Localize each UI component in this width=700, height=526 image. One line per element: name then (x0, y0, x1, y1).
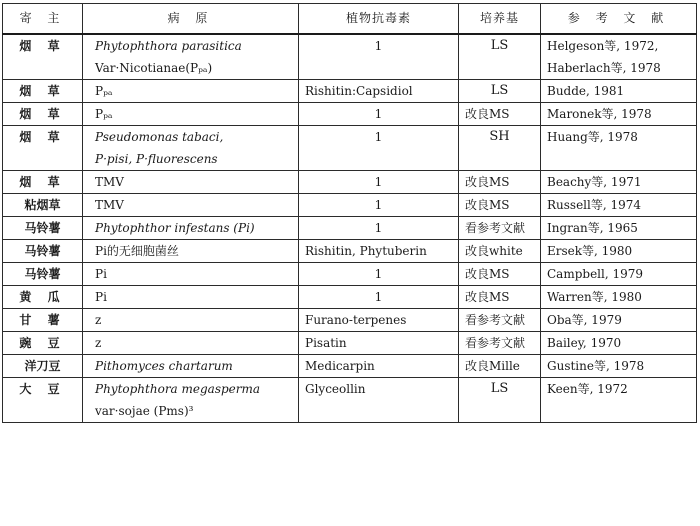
pathogen-cell (83, 332, 299, 355)
pathogen-line: Phytophthora megasperma (95, 382, 261, 396)
phytoalexin-cell: 1 (299, 263, 459, 286)
reference-cell (541, 171, 697, 194)
reference-cell (541, 378, 697, 423)
reference-line: Gustine等, 1978 (547, 359, 645, 373)
pathogen-cell (83, 194, 299, 217)
host-cell: 烟 草 (3, 126, 83, 171)
header-medium: 培养基 (459, 4, 541, 35)
pathogen-line: Phytophthor infestans (Pi) (95, 221, 255, 235)
host-cell: 黄 瓜 (3, 286, 83, 309)
pathogen-line: Pithomyces chartarum (95, 359, 233, 373)
reference-cell (541, 34, 697, 80)
host-cell: 烟 草 (3, 103, 83, 126)
table-row (3, 103, 697, 126)
reference-line: Campbell, 1979 (547, 267, 644, 281)
host-cell: 烟 草 (3, 80, 83, 103)
table-row (3, 332, 697, 355)
host-cell: 粘烟草 (3, 194, 83, 217)
reference-line: Russell等, 1974 (547, 198, 642, 212)
reference-line: Budde, 1981 (547, 84, 625, 98)
medium-cell: 改良white (459, 240, 541, 263)
table-row (3, 80, 697, 103)
host-cell: 豌 豆 (3, 332, 83, 355)
reference-line: Keen等, 1972 (547, 382, 628, 396)
table-row (3, 309, 697, 332)
phytoalexin-cell: 1 (299, 217, 459, 240)
pathogen-cell (83, 309, 299, 332)
phytoalexin-cell: 1 (299, 103, 459, 126)
pathogen-cell (83, 34, 299, 80)
header-row (3, 4, 697, 35)
host-cell: 烟 草 (3, 34, 83, 80)
pathogen-cell (83, 378, 299, 423)
reference-cell (541, 332, 697, 355)
reference-line: Haberlach等, 1978 (547, 61, 661, 75)
pathogen-line: var·sojae (Pms)³ (95, 404, 194, 418)
reference-cell (541, 103, 697, 126)
medium-cell: 改良MS (459, 171, 541, 194)
reference-cell (541, 217, 697, 240)
table-row (3, 355, 697, 378)
pathogen-line: P·pisi, P·fluorescens (95, 152, 218, 166)
reference-cell (541, 286, 697, 309)
reference-cell (541, 263, 697, 286)
reference-line: Helgeson等, 1972, (547, 39, 659, 53)
medium-cell: 看参考文献 (459, 217, 541, 240)
table-row (3, 126, 697, 171)
phytoalexin-cell: 1 (299, 286, 459, 309)
phytoalexin-cell: Rishitin, Phytuberin (299, 240, 459, 263)
pathogen-line: Pseudomonas tabaci, (95, 130, 224, 144)
phytoalexin-cell: Pisatin (299, 332, 459, 355)
reference-line: Warren等, 1980 (547, 290, 642, 304)
medium-cell: 看参考文献 (459, 309, 541, 332)
pathogen-line: Pₚₐ (95, 107, 113, 121)
pathogen-line: Pi (95, 267, 107, 281)
header-host: 寄 主 (3, 4, 83, 35)
phytoalexin-cell: 1 (299, 34, 459, 80)
pathogen-line: z (95, 313, 102, 327)
medium-cell: 改良MS (459, 194, 541, 217)
phytoalexin-cell: 1 (299, 194, 459, 217)
phytoalexin-cell: Rishitin:Capsidiol (299, 80, 459, 103)
table-row (3, 34, 697, 80)
table-row (3, 378, 697, 423)
reference-cell (541, 240, 697, 263)
pathogen-line: Pₚₐ (95, 84, 113, 98)
pathogen-cell (83, 355, 299, 378)
pathogen-line: Pi的无细胞菌丝 (95, 244, 179, 258)
table-body (3, 34, 697, 423)
host-cell: 烟 草 (3, 171, 83, 194)
host-cell: 甘 薯 (3, 309, 83, 332)
reference-line: Ingran等, 1965 (547, 221, 638, 235)
phytoalexin-cell: 1 (299, 126, 459, 171)
reference-line: Bailey, 1970 (547, 336, 622, 350)
pathogen-line: Var·Nicotianae(Pₚₐ) (95, 61, 213, 75)
pathogen-phytoalexin-table (2, 3, 697, 423)
medium-cell: SH (459, 126, 541, 171)
phytoalexin-cell: Furano-terpenes (299, 309, 459, 332)
medium-cell: LS (459, 378, 541, 423)
pathogen-line: z (95, 336, 102, 350)
pathogen-line: Phytophthora parasitica (95, 39, 242, 53)
table-row (3, 217, 697, 240)
pathogen-cell (83, 286, 299, 309)
pathogen-cell (83, 126, 299, 171)
reference-line: Oba等, 1979 (547, 313, 622, 327)
pathogen-cell (83, 171, 299, 194)
reference-cell (541, 194, 697, 217)
medium-cell: LS (459, 34, 541, 80)
pathogen-cell (83, 80, 299, 103)
table-row (3, 194, 697, 217)
host-cell: 大 豆 (3, 378, 83, 423)
reference-cell (541, 126, 697, 171)
reference-line: Maronek等, 1978 (547, 107, 652, 121)
reference-line: Huang等, 1978 (547, 130, 638, 144)
header-pathogen: 病 原 (83, 4, 299, 35)
table-scan (2, 3, 696, 423)
reference-cell (541, 309, 697, 332)
pathogen-line: Pi (95, 290, 107, 304)
table-row (3, 240, 697, 263)
table-row (3, 286, 697, 309)
medium-cell: 改良Mille (459, 355, 541, 378)
table-row (3, 171, 697, 194)
pathogen-line: TMV (95, 175, 124, 189)
header-phytoalexin: 植物抗毒素 (299, 4, 459, 35)
table-row (3, 263, 697, 286)
reference-cell (541, 355, 697, 378)
pathogen-line: TMV (95, 198, 124, 212)
phytoalexin-cell: Medicarpin (299, 355, 459, 378)
pathogen-cell (83, 103, 299, 126)
host-cell: 洋刀豆 (3, 355, 83, 378)
phytoalexin-cell: Glyceollin (299, 378, 459, 423)
host-cell: 马铃薯 (3, 263, 83, 286)
header-references: 参 考 文 献 (541, 4, 697, 35)
phytoalexin-cell: 1 (299, 171, 459, 194)
medium-cell: 改良MS (459, 103, 541, 126)
reference-line: Ersek等, 1980 (547, 244, 633, 258)
medium-cell: LS (459, 80, 541, 103)
pathogen-cell (83, 240, 299, 263)
medium-cell: 改良MS (459, 263, 541, 286)
medium-cell: 看参考文献 (459, 332, 541, 355)
reference-line: Beachy等, 1971 (547, 175, 642, 189)
pathogen-cell (83, 263, 299, 286)
host-cell: 马铃薯 (3, 240, 83, 263)
host-cell: 马铃薯 (3, 217, 83, 240)
pathogen-cell (83, 217, 299, 240)
medium-cell: 改良MS (459, 286, 541, 309)
reference-cell (541, 80, 697, 103)
